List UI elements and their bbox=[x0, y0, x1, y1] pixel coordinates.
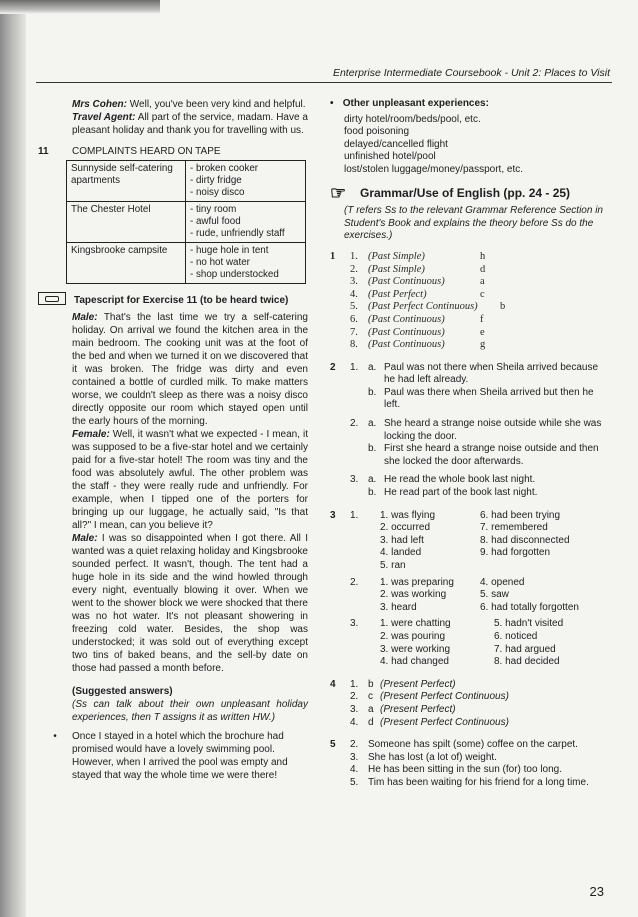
tapescript-paragraph bbox=[72, 428, 308, 532]
table-cell-place: The Chester Hotel bbox=[67, 202, 186, 243]
exercise-5 bbox=[330, 739, 606, 789]
table-cell-complaints bbox=[186, 202, 306, 243]
list-item: food poisoning bbox=[344, 126, 410, 138]
bullet-icon: • bbox=[330, 98, 334, 109]
sub-letter: b. bbox=[368, 386, 377, 398]
speaker: Male: bbox=[72, 533, 98, 544]
section-title: COMPLAINTS HEARD ON TAPE bbox=[72, 146, 221, 157]
table-cell-place: Sunnyside self-catering apartments bbox=[67, 161, 186, 202]
answer-row bbox=[330, 752, 606, 765]
bullet-icon: • bbox=[53, 731, 57, 742]
dialogue-text: Well, you've been very kind and helpful. bbox=[129, 99, 306, 110]
answer-column bbox=[480, 510, 570, 573]
exercise-number: 2 bbox=[330, 361, 336, 373]
answer-column bbox=[380, 577, 480, 615]
tense-label: (Past Continuous) bbox=[368, 339, 445, 351]
page-number: 23 bbox=[589, 884, 604, 899]
speaker: Male: bbox=[72, 312, 98, 323]
book-spine-shadow bbox=[0, 0, 26, 917]
exercise-number: 3 bbox=[330, 509, 336, 521]
answer-item: 9. had forgotten bbox=[480, 547, 551, 559]
sub-letter: a. bbox=[368, 361, 377, 373]
sub-letter: b. bbox=[368, 443, 377, 455]
item-number: 5. bbox=[350, 301, 358, 313]
item-number: 3. bbox=[350, 276, 358, 288]
tapescript-text: That's the last time we try a self-catering holiday. On arrival we found the kitchen area in the main bedroom. The cooking unit was at the foot of the bed and when we turned it on we discovered that it was broken. The fridge was dirty and even contained a bottle of curdled milk. To make matters worse, we couldn't sleep as there was a noisy disco directly opposite our room which stayed open until the early hours of the morning. bbox=[72, 312, 308, 427]
item-number: 4. bbox=[350, 288, 358, 300]
item-number: 1. bbox=[350, 250, 358, 262]
grammar-note: (T refers Ss to the relevant Grammar Reference Section in Student's Book and explains the theory before Ss do the exercises.) bbox=[344, 205, 603, 242]
answer-letter: g bbox=[480, 339, 486, 351]
answer-column bbox=[380, 510, 480, 573]
tapescript-body bbox=[72, 311, 308, 724]
answer-row bbox=[330, 777, 606, 790]
complaint-item: - no hot water bbox=[190, 257, 250, 268]
sub-letter: b. bbox=[368, 487, 377, 499]
tense-label: (Past Perfect) bbox=[368, 288, 427, 300]
answer-group bbox=[330, 487, 606, 500]
answer-item: 2. occurred bbox=[380, 522, 431, 534]
item-number: 5. bbox=[350, 776, 359, 788]
answer-group bbox=[330, 618, 606, 668]
exercise-3 bbox=[330, 510, 606, 669]
answer-item: 1. was flying bbox=[380, 509, 436, 521]
item-number: 7. bbox=[350, 326, 358, 338]
complaint-item: - rude, unfriendly staff bbox=[190, 228, 285, 239]
answer-item: 2. was pouring bbox=[380, 630, 446, 642]
answer-row bbox=[330, 704, 606, 717]
answer-item: 7. had argued bbox=[494, 643, 556, 655]
answer-item: 3. had left bbox=[380, 534, 424, 546]
exercise-1 bbox=[330, 251, 606, 352]
answer-row bbox=[330, 314, 606, 327]
answer-group bbox=[330, 577, 606, 615]
list-item: unfinished hotel/pool bbox=[344, 151, 436, 163]
item-number: 3. bbox=[350, 751, 359, 763]
tense-label: (Present Perfect) bbox=[380, 703, 456, 715]
item-number: 6. bbox=[350, 313, 358, 325]
answer-row bbox=[330, 327, 606, 340]
table-cell-complaints bbox=[186, 161, 306, 202]
dialogue-text: All part of the service, madam. Have a pleasant holiday and thank you for travelling with us. bbox=[72, 112, 308, 136]
answer-letter: a bbox=[480, 276, 485, 288]
answer-row bbox=[330, 289, 606, 302]
complaint-item: - shop understocked bbox=[190, 269, 279, 280]
answer-text: He has been sitting in the sun (for) too long. bbox=[368, 764, 563, 776]
answer-group bbox=[330, 443, 606, 468]
header-rule bbox=[36, 82, 612, 83]
dialogue-top bbox=[72, 98, 308, 137]
item-number: 4. bbox=[350, 716, 359, 728]
speaker: Mrs Cohen: bbox=[72, 99, 127, 110]
answer-item: 6. noticed bbox=[494, 630, 538, 642]
bullet-text: Once I stayed in a hotel which the brochure had promised would have a lovely swimming pool. However, when I arrived the pool was empty and stayed that way the whole time we were there! bbox=[72, 731, 288, 781]
answer-row bbox=[330, 691, 606, 704]
answer-item: 6. had been trying bbox=[480, 509, 561, 521]
answer-text: She heard a strange noise outside while she was locking the door. bbox=[384, 418, 602, 442]
pointing-hand-icon: ☞ bbox=[330, 182, 347, 203]
item-number: 2. bbox=[350, 739, 359, 751]
answer-group bbox=[330, 387, 606, 412]
tapescript-text: Well, it wasn't what we expected - I mean, it was supposed to be a five-star hotel and we certainly paid for a five-star hotel! The room was tiny and the food was absolutely awful. The other problem was the staff - they were really rude and unfriendly. For example, when I tipped one of the porters for bringing up our luggage, he actually said, "Is that all?" I mean, can you believe it? bbox=[72, 429, 308, 531]
item-number: 3. bbox=[350, 703, 359, 715]
answer-letter: e bbox=[480, 326, 485, 338]
answer-item: 5. saw bbox=[480, 589, 509, 601]
item-number: 4. bbox=[350, 764, 359, 776]
item-number: 3. bbox=[350, 474, 359, 486]
section-11-heading bbox=[38, 145, 308, 158]
answer-letter: f bbox=[480, 313, 484, 325]
sub-letter: a. bbox=[368, 418, 377, 430]
item-number: 2. bbox=[350, 691, 359, 703]
answer-letter: d bbox=[368, 716, 374, 728]
right-column bbox=[330, 98, 606, 790]
answer-text: Someone has spilt (some) coffee on the carpet. bbox=[368, 739, 578, 751]
running-header: Enterprise Intermediate Coursebook - Unit 2: Places to Visit bbox=[332, 67, 610, 79]
tense-label: (Past Simple) bbox=[368, 250, 425, 262]
answer-row bbox=[330, 764, 606, 777]
exercise-number: 5 bbox=[330, 739, 336, 751]
answer-group bbox=[330, 474, 606, 487]
answer-letter: c bbox=[480, 288, 485, 300]
answer-letter: b bbox=[368, 678, 374, 690]
answer-text: First she heard a strange noise outside and then she locked the door afterwards. bbox=[384, 443, 599, 467]
answer-row bbox=[330, 251, 606, 264]
answer-row bbox=[330, 339, 606, 352]
cassette-tape-icon bbox=[38, 292, 66, 305]
complaint-item: - awful food bbox=[190, 216, 241, 227]
answer-row bbox=[330, 679, 606, 692]
list-item: dirty hotel/room/beds/pool, etc. bbox=[344, 113, 481, 125]
list-item: delayed/cancelled flight bbox=[344, 138, 448, 150]
answer-column bbox=[380, 618, 494, 668]
tapescript-heading bbox=[38, 292, 308, 307]
answer-group bbox=[330, 510, 606, 573]
answer-item: 1. were chatting bbox=[380, 618, 451, 630]
item-number: 2. bbox=[350, 418, 359, 430]
dialogue-line bbox=[72, 111, 308, 137]
table-cell-place: Kingsbrooke campsite bbox=[67, 243, 186, 284]
answer-item: 6. had totally forgotten bbox=[480, 601, 579, 613]
answer-row bbox=[330, 717, 606, 730]
item-number: 1. bbox=[350, 678, 359, 690]
answer-item: 1. was preparing bbox=[380, 576, 454, 588]
item-number: 2. bbox=[350, 263, 358, 275]
exercise-2 bbox=[330, 362, 606, 500]
tense-label: (Past Perfect Continuous) bbox=[368, 301, 478, 313]
tense-label: (Present Perfect) bbox=[380, 678, 456, 690]
answer-letter: c bbox=[368, 691, 373, 703]
answer-item: 5. hadn't visited bbox=[494, 618, 564, 630]
complaint-item: - dirty fridge bbox=[190, 175, 242, 186]
section-number: 11 bbox=[38, 146, 49, 157]
exercise-number: 4 bbox=[330, 678, 336, 690]
grammar-title: Grammar/Use of English (pp. 24 - 25) bbox=[360, 185, 571, 200]
answer-row bbox=[330, 276, 606, 289]
answer-item: 8. had decided bbox=[494, 656, 560, 668]
dialogue-line bbox=[72, 98, 308, 111]
page-corner-shadow bbox=[0, 0, 160, 14]
answer-text: Paul was not there when Sheila arrived because he had left already. bbox=[384, 361, 599, 386]
item-number: 2. bbox=[350, 576, 359, 588]
grammar-heading bbox=[330, 182, 606, 203]
answer-item: 3. heard bbox=[380, 601, 417, 613]
tense-label: (Past Continuous) bbox=[368, 313, 445, 325]
speaker: Travel Agent: bbox=[72, 112, 136, 123]
left-column bbox=[38, 98, 308, 782]
suggested-answers-note: (Ss can talk about their own unpleasant holiday experiences, then T assigns it as written HW.) bbox=[72, 699, 308, 723]
table-row bbox=[67, 243, 306, 284]
answer-column bbox=[480, 577, 579, 615]
answer-text: She has lost (a lot of) weight. bbox=[368, 751, 497, 763]
suggested-bullet bbox=[38, 730, 308, 782]
answer-text: He read the whole book last night. bbox=[384, 474, 536, 486]
exercise-4 bbox=[330, 679, 606, 729]
answer-letter: a bbox=[368, 703, 374, 715]
answer-group bbox=[330, 362, 606, 387]
item-number: 8. bbox=[350, 339, 358, 351]
answer-row bbox=[330, 264, 606, 277]
item-number: 1. bbox=[350, 361, 359, 373]
table-row bbox=[67, 202, 306, 243]
complaint-item: - broken cooker bbox=[190, 163, 259, 174]
other-experiences-list bbox=[344, 114, 606, 177]
answer-text: Paul was there when Sheila arrived but then he left. bbox=[384, 386, 594, 411]
tense-label: (Present Perfect Continuous) bbox=[380, 716, 509, 728]
list-item: lost/stolen luggage/money/passport, etc. bbox=[344, 163, 523, 175]
answer-item: 5. ran bbox=[380, 560, 406, 571]
answer-text: He read part of the book last night. bbox=[384, 487, 538, 499]
answer-letter: b bbox=[500, 301, 506, 313]
tense-label: (Present Perfect Continuous) bbox=[380, 691, 509, 703]
tapescript-text: I was so disappointed when I got there. All I wanted was a quiet relaxing holiday and Kingsbrooke sounded perfect. It wasn't, though. The tent had a huge hole in its side and the wind howled through every night, eventually blowing it over. When we went to the shower block we were shocked that there was no hot water. It's not pleasant showering in freezing cold water. Besides, the shop was understocked; it was sold out of everything except two tins of baked beans, and the sell-by date on those had passed a month before. bbox=[72, 533, 308, 674]
table-row bbox=[67, 161, 306, 202]
answer-item: 4. landed bbox=[380, 547, 422, 559]
item-number: 1. bbox=[350, 509, 359, 521]
answer-item: 4. opened bbox=[480, 576, 525, 588]
complaint-item: - noisy disco bbox=[190, 187, 245, 198]
complaint-item: - huge hole in tent bbox=[190, 245, 269, 256]
answer-item: 8. had disconnected bbox=[480, 534, 570, 546]
tense-label: (Past Continuous) bbox=[368, 276, 445, 288]
complaints-table bbox=[66, 160, 306, 284]
answer-item: 3. were working bbox=[380, 643, 451, 655]
suggested-answers-heading: (Suggested answers) bbox=[72, 686, 173, 697]
speaker: Female: bbox=[72, 429, 110, 440]
tapescript-paragraph bbox=[72, 532, 308, 675]
answer-item: 2. was working bbox=[380, 589, 447, 601]
answer-group bbox=[330, 418, 606, 443]
answer-row bbox=[330, 739, 606, 752]
answer-row bbox=[330, 301, 606, 314]
tense-label: (Past Simple) bbox=[368, 263, 425, 275]
tapescript-title: Tapescript for Exercise 11 (to be heard twice) bbox=[74, 295, 289, 306]
answer-letter: d bbox=[480, 263, 486, 275]
answer-item: 7. remembered bbox=[480, 522, 548, 534]
table-cell-complaints bbox=[186, 243, 306, 284]
complaint-item: - tiny room bbox=[190, 204, 237, 215]
answer-letter: h bbox=[480, 250, 486, 262]
answer-text: Tim has been waiting for his friend for a long time. bbox=[368, 776, 589, 788]
answer-item: 4. had changed bbox=[380, 656, 449, 668]
tapescript-paragraph bbox=[72, 311, 308, 428]
exercise-number: 1 bbox=[330, 250, 336, 262]
item-number: 3. bbox=[350, 618, 359, 630]
answer-column bbox=[494, 618, 563, 668]
tense-label: (Past Continuous) bbox=[368, 326, 445, 338]
sub-letter: a. bbox=[368, 474, 377, 486]
other-title: Other unpleasant experiences: bbox=[342, 98, 489, 109]
other-experiences-heading bbox=[330, 98, 606, 111]
